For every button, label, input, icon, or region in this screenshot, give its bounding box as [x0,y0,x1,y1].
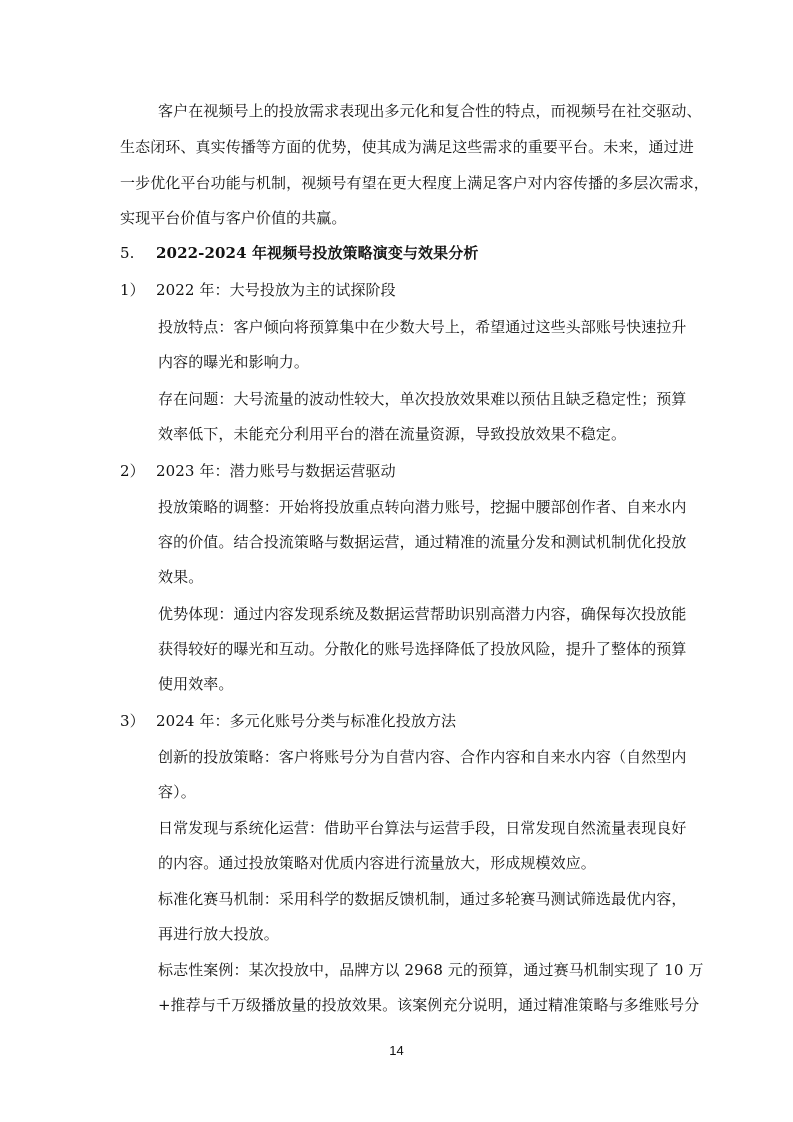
item1-number: 1） [120,281,145,299]
item3-p3-line-2: 再进行放大投放。 [158,925,279,943]
item1-heading [120,280,396,300]
item2-p1-line-3: 效果。 [158,568,204,586]
page-number: 14 [389,1043,404,1058]
item1-p1-line-1: 投放特点：客户倾向将预算集中在少数大号上，希望通过这些头部账号快速拉升 [158,318,687,336]
item3-p2-line-1: 日常发现与系统化运营：借助平台算法与运营手段，日常发现自然流量表现良好 [158,819,687,837]
item3-p4-line-1: 标志性案例：某次投放中，品牌方以 2968 元的预算，通过赛马机制实现了 10 万 [158,961,704,979]
intro-line-4: 实现平台价值与客户价值的共赢。 [120,209,347,227]
item3-p3-line-1: 标准化赛马机制：采用科学的数据反馈机制，通过多轮赛马测试筛选最优内容， [158,890,687,908]
intro-line-3: 一步优化平台功能与机制，视频号有望在更大程度上满足客户对内容传播的多层次需求， [120,174,709,192]
item2-p2-line-2: 获得较好的曝光和互动。分散化的账号选择降低了投放风险，提升了整体的预算 [158,640,687,658]
item2-title: 2023 年：潜力账号与数据运营驱动 [156,462,396,480]
section-title: 2022-2024 年视频号投放策略演变与效果分析 [156,244,479,262]
intro-line-1: 客户在视频号上的投放需求表现出多元化和复合性的特点，而视频号在社交驱动、 [158,102,702,120]
item2-p1-line-2: 容的价值。结合投流策略与数据运营，通过精准的流量分发和测试机制优化投放 [158,533,687,551]
item2-p2-line-1: 优势体现：通过内容发现系统及数据运营帮助识别高潜力内容，确保每次投放能 [158,605,687,623]
section-heading [120,243,478,263]
item1-p1-line-2: 内容的曝光和影响力。 [158,353,310,371]
item1-p2-line-2: 效率低下，未能充分利用平台的潜在流量资源，导致投放效果不稳定。 [158,425,627,443]
item2-p2-line-3: 使用效率。 [158,675,234,693]
item3-title: 2024 年：多元化账号分类与标准化投放方法 [156,712,457,730]
item2-p1-line-1: 投放策略的调整：开始将投放重点转向潜力账号，挖掘中腰部创作者、自来水内 [158,498,687,516]
item3-p4-line-2: +推荐与千万级播放量的投放效果。该案例充分说明，通过精准策略与多维账号分 [158,996,700,1014]
item3-number: 3） [120,712,145,730]
intro-line-2: 生态闭环、真实传播等方面的优势，使其成为满足这些需求的重要平台。未来，通过进 [120,138,694,156]
item3-p2-line-2: 的内容。通过投放策略对优质内容进行流量放大，形成规模效应。 [158,854,596,872]
item1-title: 2022 年：大号投放为主的试探阶段 [156,281,396,299]
item3-p1-line-2: 容）。 [158,783,196,801]
item2-number: 2） [120,462,145,480]
item3-heading [120,711,456,731]
item1-p2-line-1: 存在问题：大号流量的波动性较大，单次投放效果难以预估且缺乏稳定性；预算 [158,390,687,408]
item2-heading [120,461,396,481]
item3-p1-line-1: 创新的投放策略：客户将账号分为自营内容、合作内容和自来水内容（自然型内 [158,748,687,766]
section-number: 5. [120,244,135,262]
